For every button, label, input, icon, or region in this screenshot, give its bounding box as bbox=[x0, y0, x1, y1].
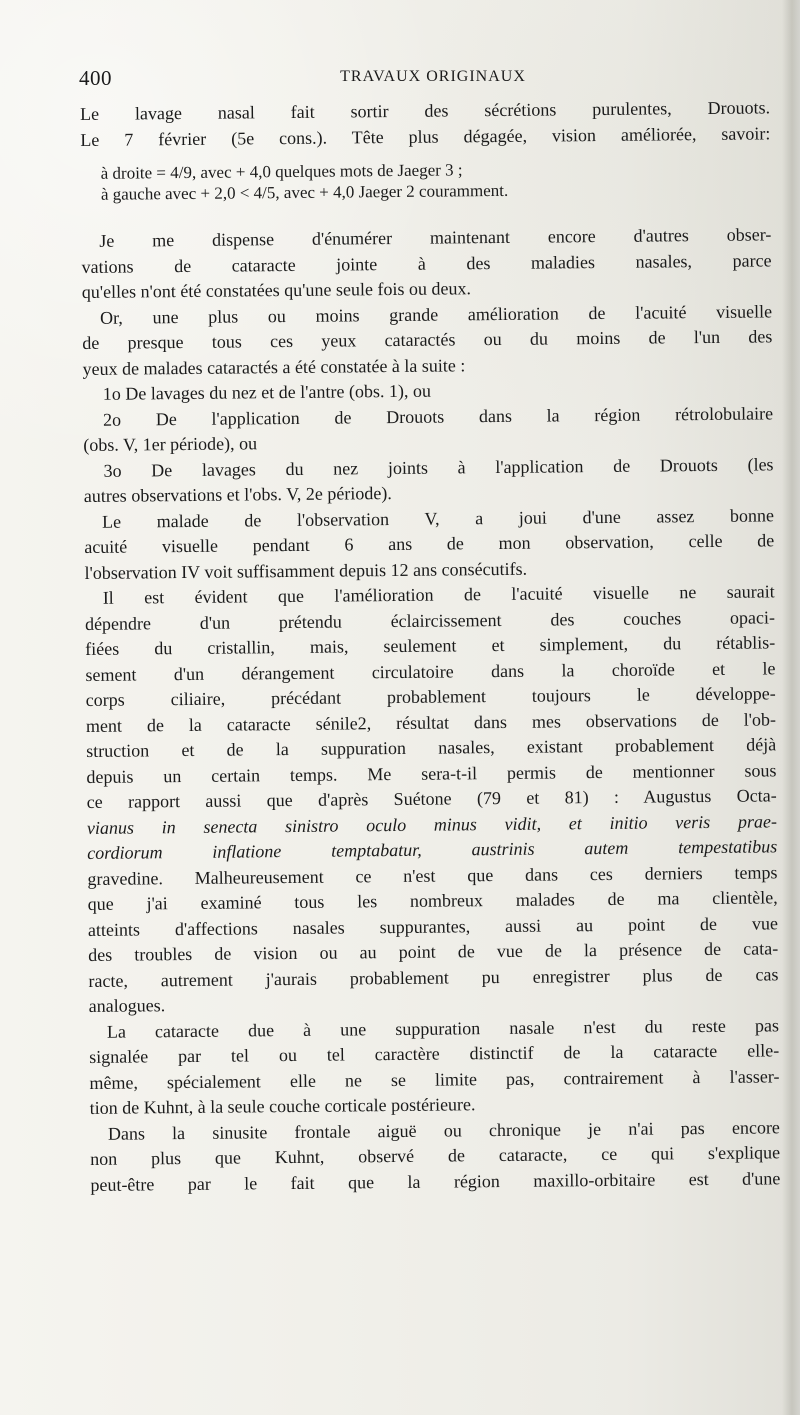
text-line: Le 7 février (5e cons.). Tête plus dégagée, vision améliorée, savoir: bbox=[80, 122, 771, 150]
text-line: Le malade de l'observation V, a joui d'une assez bonne bbox=[101, 504, 775, 532]
text-line: même, spécialement elle ne se limite pas, contrairement à l'asser- bbox=[89, 1065, 780, 1093]
text-line: 3o De lavages du nez joints à l'application de Drouots (les bbox=[103, 453, 774, 481]
text-line: Il est évident que l'amélioration de l'acuité visuelle ne saurait bbox=[102, 581, 775, 608]
main-text bbox=[80, 95, 780, 1198]
text-line: non plus que Kuhnt, observé de cataracte, ce qui s'explique bbox=[90, 1142, 781, 1169]
text-line: struction et de la suppuration nasales, existant probablement déjà bbox=[86, 734, 777, 761]
text-line: de presque tous ces yeux cataractés ou du moins de l'un des bbox=[82, 326, 773, 353]
page-edge-shadow bbox=[782, 0, 800, 1415]
text-line: 1o De lavages du nez et de l'antre (obs. 1), ou bbox=[102, 380, 432, 404]
text-line: La cataracte due à une suppuration nasale n'est du reste pas bbox=[106, 1014, 779, 1042]
text-line: cordiorum inflatione temptabatur, austrinis autem tempestatibus bbox=[87, 836, 778, 863]
text-line: qu'elles n'ont été constatées qu'une seule fois ou deux. bbox=[81, 278, 472, 302]
text-line: signalée par tel ou tel caractère distinctif de la cataracte elle- bbox=[89, 1040, 780, 1067]
page-number: 400 bbox=[79, 66, 112, 90]
text-line: tion de Kuhnt, à la seule couche corticale postérieure. bbox=[89, 1094, 476, 1118]
text-line: Le lavage nasal fait sortir des sécrétions purulentes, Drouots. bbox=[80, 97, 771, 124]
text-line: 2o De l'application de Drouots dans la région rétrolobulaire bbox=[102, 402, 774, 430]
page-header bbox=[79, 66, 739, 100]
text-line: ment de la cataracte sénile2, résultat dans mes observations de l'ob- bbox=[85, 708, 777, 736]
text-line: des troubles de vision ou au point de vue de la présence de cata- bbox=[88, 938, 779, 965]
text-line: acuité visuelle pendant 6 ans de mon observation, celle de bbox=[84, 530, 775, 557]
text-line: sement d'un dérangement circulatoire dans la choroïde et le bbox=[85, 657, 776, 685]
text-line: l'observation IV voit suffisamment depuis 12 ans consécutifs. bbox=[84, 558, 528, 583]
text-line: à droite = 4/9, avec + 4,0 quelques mots de Jaeger 3 ; bbox=[100, 160, 463, 183]
text-line: vations de cataracte jointe à des maladies nasales, parce bbox=[81, 249, 772, 277]
text-line: que j'ai examiné tous les nombreux malades de ma clientèle, bbox=[87, 887, 778, 914]
text-line: yeux de malades cataractés a été constatée à la suite : bbox=[82, 354, 466, 379]
text-line: Je me dispense d'énumérer maintenant encore d'autres obser- bbox=[99, 224, 772, 251]
running-head: TRAVAUX ORIGINAUX bbox=[340, 68, 526, 85]
text-line: vianus in senecta sinistro oculo minus vidit, et initio veris prae- bbox=[86, 810, 778, 838]
text-line: depuis un certain temps. Me sera-t-il permis de mentionner sous bbox=[86, 759, 777, 787]
text-line: analogues. bbox=[88, 995, 166, 1016]
text-line: fiées du cristallin, mais, seulement et simplement, du rétablis- bbox=[85, 632, 776, 659]
text-line: (obs. V, 1er période), ou bbox=[83, 433, 258, 455]
text-line: peut-être par le fait que la région maxillo-orbitaire est d'une bbox=[90, 1167, 781, 1195]
text-line: ce rapport aussi que d'après Suétone (79 et 81) : Augustus Octa- bbox=[86, 785, 777, 812]
text-line: atteints d'affections nasales suppurantes, aussi au point de vue bbox=[87, 912, 779, 940]
text-line: dépendre d'un prétendu éclaircissement des couches opaci- bbox=[84, 606, 776, 634]
text-line: gravedine. Malheureusement ce n'est que dans ces derniers temps bbox=[87, 861, 778, 889]
text-line: racte, autrement j'aurais probablement pu enregistrer plus de cas bbox=[88, 963, 779, 991]
text-line: autres observations et l'obs. V, 2e période). bbox=[83, 483, 392, 506]
text-line: Dans la sinusite frontale aiguë ou chronique je n'ai pas encore bbox=[107, 1116, 780, 1144]
text-line: à gauche avec + 2,0 < 4/5, avec + 4,0 Jaeger 2 couramment. bbox=[100, 180, 509, 204]
text-line: corps ciliaire, précédant probablement toujours le développe- bbox=[85, 683, 776, 710]
text-line: Or, une plus ou moins grande amélioration de l'acuité visuelle bbox=[99, 300, 773, 328]
